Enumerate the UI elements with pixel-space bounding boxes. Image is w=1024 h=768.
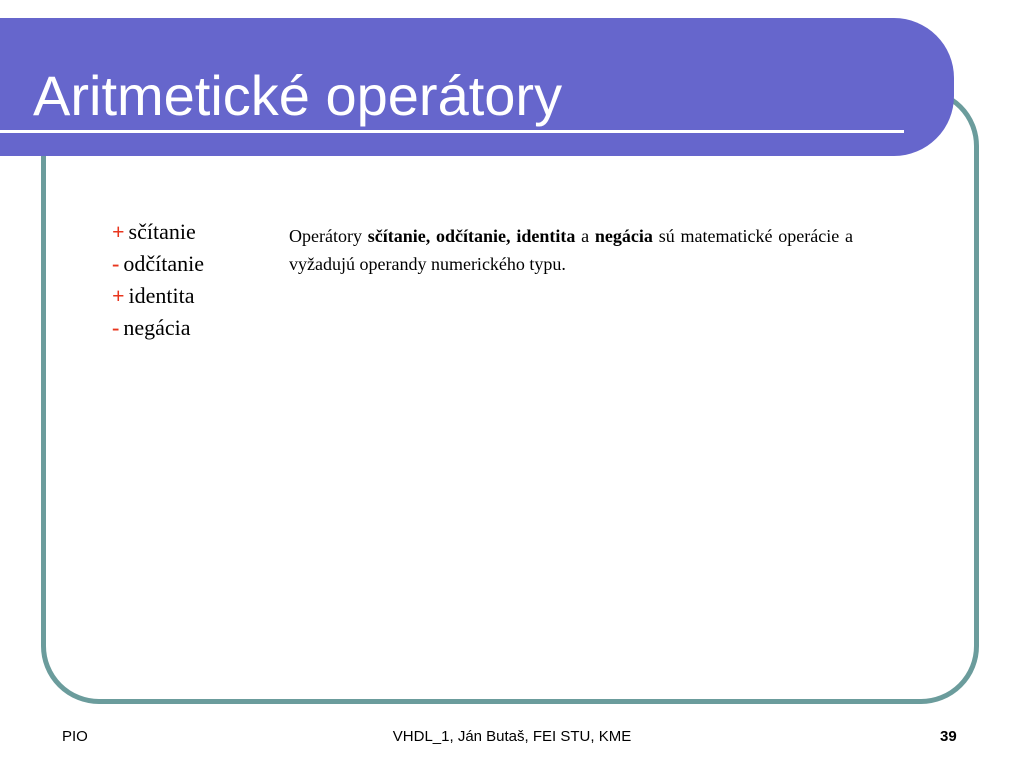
operator-item-negation <box>112 312 204 344</box>
operator-label: negácia <box>123 315 191 340</box>
slide-title: Aritmetické operátory <box>33 64 563 127</box>
operator-sign: - <box>112 251 120 276</box>
content-frame <box>41 88 979 704</box>
footer-left-label: PIO <box>62 728 88 745</box>
description-text: Operátory <box>289 226 368 246</box>
operator-description <box>289 222 853 278</box>
page-number: 39 <box>940 728 957 745</box>
operator-item-subtraction <box>112 248 204 280</box>
title-underline <box>0 130 904 133</box>
operator-sign: - <box>112 315 120 340</box>
operator-label: identita <box>128 283 195 308</box>
description-bold-term: negácia <box>594 226 653 246</box>
operator-list <box>112 216 204 344</box>
description-text: sú matematické operácie a vyžadujú operandy numerického typu. <box>289 226 853 274</box>
description-bold-terms: sčítanie, odčítanie, identita <box>367 226 576 246</box>
operator-item-identity <box>112 280 204 312</box>
footer-center-label: VHDL_1, Ján Butaš, FEI STU, KME <box>392 728 632 745</box>
operator-label: sčítanie <box>128 219 196 244</box>
operator-label: odčítanie <box>123 251 204 276</box>
operator-sign: + <box>112 219 125 244</box>
operator-sign: + <box>112 283 125 308</box>
description-text: a <box>575 226 595 246</box>
operator-item-addition <box>112 216 204 248</box>
